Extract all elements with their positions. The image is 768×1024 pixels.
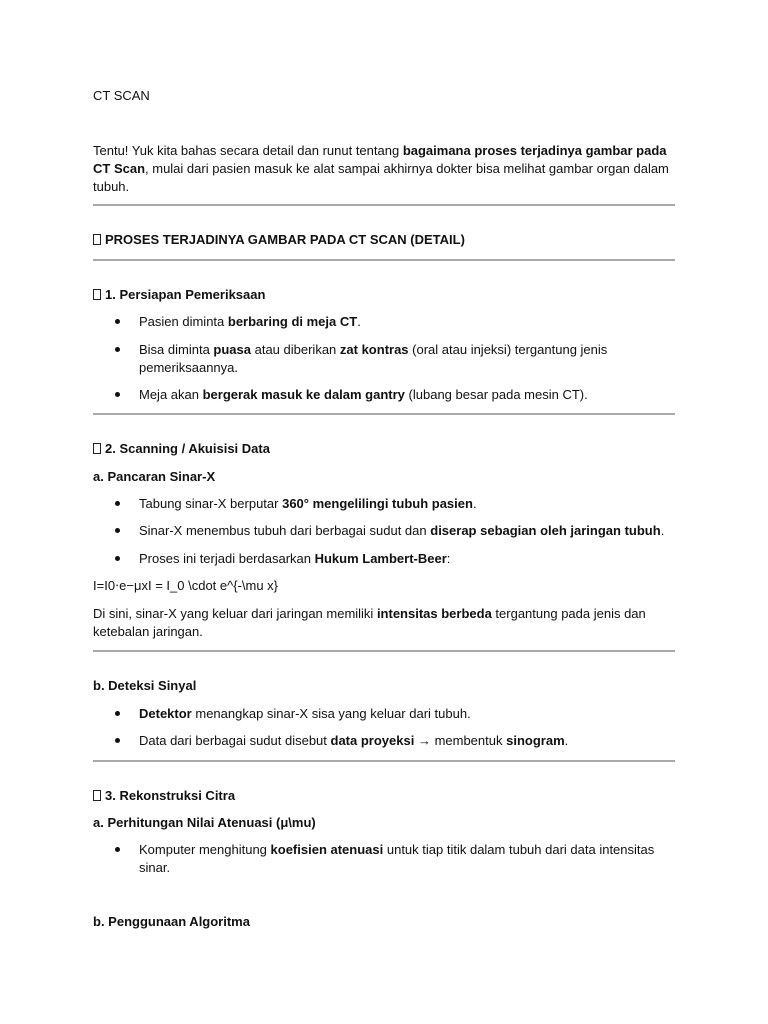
list-item-bold: bergerak masuk ke dalam gantry [202, 387, 405, 402]
bullet-icon [115, 732, 123, 750]
list-item-text: Tabung sinar-X berputar [139, 496, 283, 511]
intro-text-2: , mulai dari pasien masuk ke alat sampai akhirnya dokter bisa melihat gambar organ dalam tubuh. [93, 161, 669, 194]
list-item-text: Proses ini terjadi berdasarkan [139, 551, 315, 566]
subheading [93, 468, 676, 486]
list-item-bold: zat kontras [339, 342, 409, 357]
subheading-text: a. Perhitungan Nilai Atenuasi (μ\mu) [93, 815, 316, 830]
list-item-bold: berbaring di meja CT [227, 314, 358, 329]
section-3-heading-text: 3. Rekonstruksi Citra [105, 788, 236, 803]
subheading [93, 913, 676, 931]
main-heading [93, 231, 676, 249]
section-2-heading [93, 440, 676, 458]
list-item-bold: 360° mengelilingi tubuh pasien [282, 496, 473, 511]
list-item-text: atau diberikan [251, 342, 340, 357]
list-item-text: untuk tiap titik dalam tubuh dari data intensitas sinar. [139, 842, 655, 875]
list-item [139, 495, 669, 513]
subheading [93, 677, 676, 695]
divider [93, 204, 675, 206]
subheading-text: b. Penggunaan Algoritma [93, 914, 250, 929]
missing-glyph-icon [93, 289, 101, 300]
subheading-text: b. Deteksi Sinyal [93, 678, 197, 693]
subheading-text: a. Pancaran Sinar-X [93, 469, 216, 484]
intro-bold-1: bagaimana proses terjadinya gambar pada CT Scan [93, 143, 667, 176]
section-1-heading-text: 1. Persiapan Pemeriksaan [105, 287, 266, 302]
list-item-text: . [472, 496, 477, 511]
bullet-icon [115, 705, 123, 723]
list-item-text: (oral atau injeksi) tergantung jenis pemeriksaannya. [139, 342, 608, 375]
formula: I=I0⋅e−μxI = I_0 \cdot e^{-\mu x} [93, 578, 279, 593]
paragraph-text: Di sini, sinar-X yang keluar dari jaringan memiliki [93, 606, 377, 621]
bullet-icon [115, 341, 123, 359]
divider [93, 760, 675, 762]
list-item-text: Data dari berbagai sudut disebut [139, 733, 331, 748]
bullet-icon [115, 841, 123, 859]
bullet-icon [115, 550, 123, 568]
divider [93, 650, 675, 652]
paragraph-bold: intensitas berbeda [376, 606, 492, 621]
list-item-text: Pasien diminta [139, 314, 228, 329]
list-item-bold: Detektor [139, 706, 192, 721]
list-item-bold: diserap sebagian oleh jaringan tubuh [430, 523, 661, 538]
list-item-text: . [357, 314, 361, 329]
list-item-bold: Hukum Lambert-Beer [314, 551, 447, 566]
list-item [139, 841, 669, 877]
list-item-text: Meja akan [139, 387, 203, 402]
divider [93, 259, 675, 261]
section-2-heading-text: 2. Scanning / Akuisisi Data [105, 441, 270, 456]
missing-glyph-icon [93, 443, 101, 454]
list-item [139, 732, 669, 750]
list-item-text: Bisa diminta [139, 342, 214, 357]
list-item-bold: puasa [213, 342, 251, 357]
document-title: CT SCAN [93, 88, 150, 103]
list-item-text: : [446, 551, 451, 566]
list-item [139, 705, 669, 723]
list-item-text: . [564, 733, 569, 748]
list-item-bold: data proyeksi [330, 733, 415, 748]
missing-glyph-icon [93, 790, 101, 801]
bullet-icon [115, 495, 123, 513]
list-item-text: Komputer menghitung [139, 842, 271, 857]
list-item [139, 313, 669, 331]
subheading [93, 814, 676, 832]
list-item-bold: sinogram [506, 733, 565, 748]
list-item-text: (lubang besar pada mesin CT). [404, 387, 588, 402]
list-item-text: Sinar-X menembus tubuh dari berbagai sudut dan [139, 523, 431, 538]
list-item-text: . [660, 523, 665, 538]
paragraph-text: tergantung pada jenis dan ketebalan jaringan. [93, 606, 646, 639]
section-1-heading [93, 286, 676, 304]
intro-paragraph [93, 142, 673, 196]
intro-text-1: Tentu! Yuk kita bahas secara detail dan runut tentang [93, 143, 403, 158]
bullet-icon [115, 522, 123, 540]
bullet-icon [115, 386, 123, 404]
list-item-text: → membentuk [414, 733, 507, 748]
list-item-bold: koefisien atenuasi [270, 842, 384, 857]
divider [93, 413, 675, 415]
list-item-text: menangkap sinar-X sisa yang keluar dari tubuh. [191, 706, 471, 721]
missing-glyph-icon [93, 234, 101, 245]
list-item [139, 550, 669, 568]
section-3-heading [93, 787, 676, 805]
list-item [139, 386, 669, 404]
main-heading-text: PROSES TERJADINYA GAMBAR PADA CT SCAN (DETAIL) [105, 232, 465, 247]
paragraph [93, 605, 673, 641]
bullet-icon [115, 313, 123, 331]
list-item [139, 341, 669, 377]
list-item [139, 522, 669, 540]
